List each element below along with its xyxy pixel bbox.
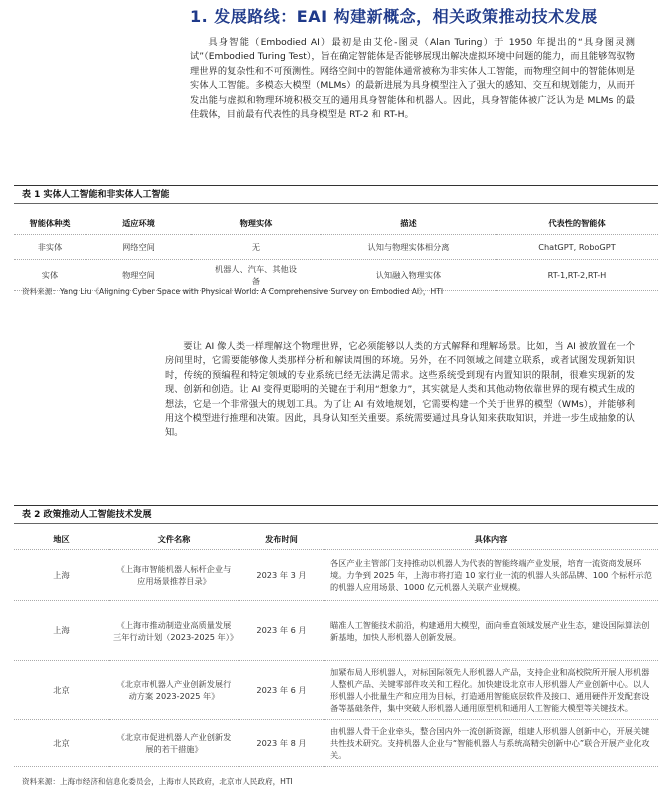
table2 (14, 529, 658, 767)
table1 (14, 212, 658, 291)
table1-header-cell: 适应环境 (86, 212, 191, 235)
table1-cell: 无 (191, 235, 321, 260)
table2-header-cell: 地区 (14, 529, 109, 550)
content-cell: 瞄准人工智能技术前沿，构建通用大模型，面向垂直领域发展产业生态，建设国际算法创新基地，加快人形机器人创新发展。 (324, 601, 658, 661)
date-cell: 2023 年 6 月 (239, 661, 324, 720)
table2-title-rule (14, 523, 658, 524)
table2-top-rule (14, 505, 658, 506)
table1-header-cell: 代表性的智能体 (496, 212, 658, 235)
table1-cell: 物理空间 (86, 260, 191, 291)
table1-cell: 实体 (14, 260, 86, 291)
table1-header-row (14, 212, 658, 235)
content-cell: 由机器人骨干企业牵头，整合国内外一流创新资源，组建人形机器人创新中心，开展关键共性技术研究。支持机器人企业与“智能机器人与系统高精尖创新中心”联合开展产业化攻关。 (324, 720, 658, 767)
table2-title: 表 2 政策推动人工智能技术发展 (22, 510, 152, 520)
table1-header-cell: 智能体种类 (14, 212, 86, 235)
table-row (14, 550, 658, 601)
table2-header-row (14, 529, 658, 550)
table-row (14, 235, 658, 260)
table1-cell: 网络空间 (86, 235, 191, 260)
table2-source: 资料来源：上海市经济和信息化委员会，上海市人民政府，北京市人民政府，HTI (22, 777, 293, 786)
date-cell: 2023 年 6 月 (239, 601, 324, 661)
region-cell: 上海 (14, 601, 109, 661)
section-heading: 1. 发展路线：EAI 构建新概念，相关政策推动技术发展 (190, 7, 598, 26)
table2-header-cell: 文件名称 (109, 529, 239, 550)
table2-header-cell: 发布时间 (239, 529, 324, 550)
region-cell: 北京 (14, 720, 109, 767)
table1-cell: 认知与物理实体相分离 (321, 235, 496, 260)
table-row (14, 661, 658, 720)
table1-title: 表 1 实体人工智能和非实体人工智能 (22, 190, 170, 200)
table-row (14, 720, 658, 767)
table1-cell: RT-1,RT-2,RT-H (496, 260, 658, 291)
table1-header-cell: 描述 (321, 212, 496, 235)
document-cell: 《上海市推动制造业高质量发展三年行动计划（2023-2025 年）》 (109, 601, 239, 661)
table1-cell: 认知融入物理实体 (321, 260, 496, 291)
table-row (14, 601, 658, 661)
table1-cell: ChatGPT, RoboGPT (496, 235, 658, 260)
document-cell: 《北京市机器人产业创新发展行动方案 2023-2025 年》 (109, 661, 239, 720)
table1-source: 资料来源：Yang Liu《Aligning Cyber Space with Physical World: A Comprehensive Survey on Embodied AI》，HTI (22, 287, 444, 296)
region-cell: 北京 (14, 661, 109, 720)
document-cell: 《上海市智能机器人标杆企业与应用场景推荐目录》 (109, 550, 239, 601)
table1-top-rule (14, 185, 658, 186)
table1-title-rule (14, 203, 658, 204)
table1-cell: 非实体 (14, 235, 86, 260)
table1-header-cell: 物理实体 (191, 212, 321, 235)
intro-paragraph: 具身智能（Embodied AI）最初是由艾伦-图灵（Alan Turing）于 1950 年提出的“具身图灵测试”（Embodied Turing Test），旨在确定智能体是否能够展现出解决虚拟环境中问题的能力，而且能够驾驭物理世界的复杂性和不可预测性。网络空间中的智能体通常被称为非实体人工智能，而物理空间中的智能体则是实体人工智能。多模态大模型（MLMs）的最新进展为具身模型注入了强大的感知、交互和规划能力，从而开发出能与虚拟和物理环境积极交互的通用具身智能体和机器人。因此，具身智能体被广泛认为是 MLMs 的最佳载体，目前最有代表性的具身模型是 RT-2 和 RT-H。 (190, 37, 635, 121)
region-cell: 上海 (14, 550, 109, 601)
table2-header-cell: 具体内容 (324, 529, 658, 550)
content-cell: 加紧布局人形机器人，对标国际领先人形机器人产品，支持企业和高校院所开展人形机器人整机产品、关键零部件攻关和工程化。加快建设北京市人形机器人产业创新中心。以人形机器人小批量生产和应用为目标，打造通用智能底层软件及接口、通用硬件开发配套设备等基础条件，集中突破人形机器人通用原型机和通用人工智能大模型等关键技术。 (324, 661, 658, 720)
content-cell: 各区产业主管部门支持推动以机器人为代表的智能终端产业发展，培育一流资商发展环境。力争到 2025 年，上海市将打造 10 家行业一流的机器人头部品牌、100 个标杆示范的机器人应用场景、1000 亿元机器人关联产业规模。 (324, 550, 658, 601)
body-paragraph: 要让 AI 像人类一样理解这个物理世界，它必须能够以人类的方式解释和理解场景。比如，当 AI 被放置在一个房间里时，它需要能够像人类那样分析和解读周围的环境。另外，在不同领域之间建立联系，或者试图发现新知识时，传统的预编程和特定领域的专业系统已经无法满足需求。这些系统受到现有内置知识的限制，很难实现新的发现、创新和创造。让 AI 变得更聪明的关键在于利用“想象力”，其实就是人类和其他动物依靠世界的现有模式生成的想法，它是一个非常强大的规划工具。为了让 AI 有效地规划，它需要构建一个关于世界的模型（WMs），并能够利用这个模型进行推理和决策。因此，具身认知至关重要。系统需要通过具身认知来获取知识，并进一步生成抽象的认知。 (165, 341, 635, 439)
table1-cell: 机器人、汽车、其他设备 (191, 260, 321, 291)
document-cell: 《北京市促进机器人产业创新发展的若干措施》 (109, 720, 239, 767)
date-cell: 2023 年 3 月 (239, 550, 324, 601)
date-cell: 2023 年 8 月 (239, 720, 324, 767)
